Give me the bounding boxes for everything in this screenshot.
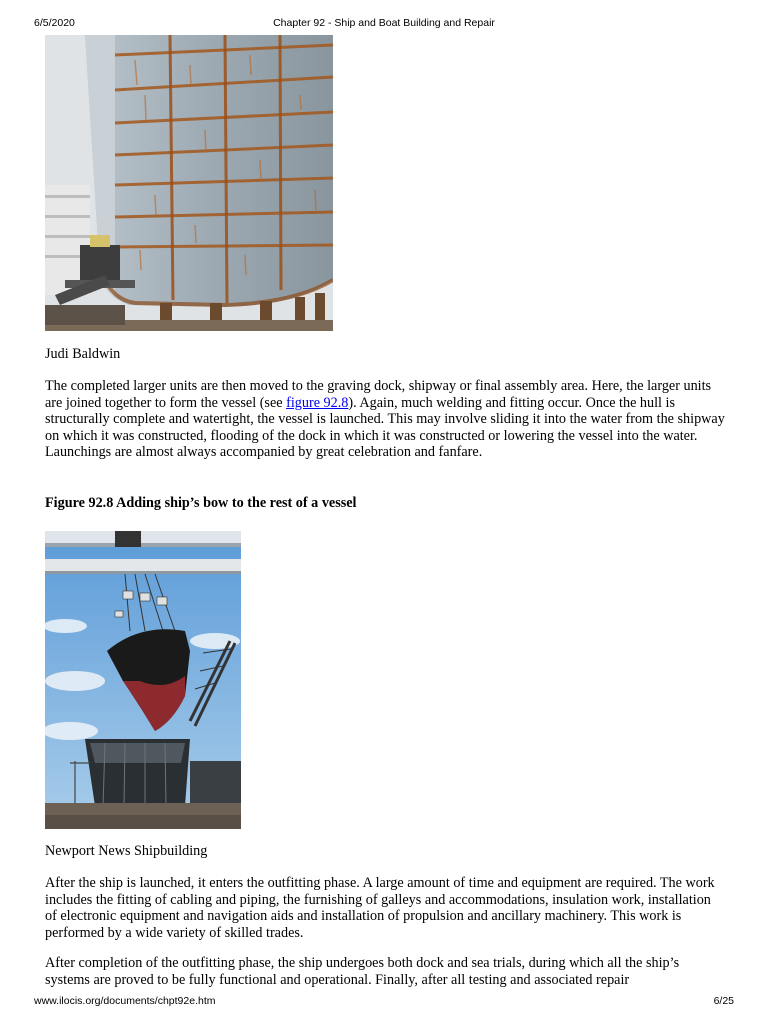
figure-1-caption: Judi Baldwin [45, 346, 121, 362]
hull-block-photo [45, 35, 333, 331]
paragraph-1-text-a: The completed larger units are then moved to the graving dock, shipway or final assembly area. Here, the larger units are joined together to form the vessel (see [45, 378, 712, 411]
print-date: 6/5/2020 [34, 17, 75, 29]
paragraph-outfitting: After the ship is launched, it enters the outfitting phase. A large amount of time and equipment are required. The work includes the fitting of cabling and piping, the furnishing of galleys and accommodations, insulation work, installation of electronic equipment and navigation aids and installation of propulsion and ancillary machinery. This work is performed by a wide variety of skilled trades. [45, 875, 715, 941]
print-page-title: Chapter 92 - Ship and Boat Building and Repair [273, 17, 495, 29]
ship-bow-lift-photo [45, 531, 241, 829]
figure-92-8-link[interactable]: figure 92.8 [286, 394, 349, 411]
figure-2-caption: Newport News Shipbuilding [45, 843, 208, 859]
print-source-url: www.ilocis.org/documents/chpt92e.htm [34, 995, 216, 1007]
print-page-number: 6/25 [713, 995, 734, 1007]
paragraph-trials: After completion of the outfitting phase, the ship undergoes both dock and sea trials, during which all the ship’s systems are proved to be fully functional and operational. Finally, after all testing and associated repair [45, 955, 680, 988]
figure-92-8-title: Figure 92.8 Adding ship’s bow to the rest of a vessel [45, 495, 357, 511]
paragraph-graving-dock [45, 378, 725, 461]
paragraph-1-text-b: ). Again, much welding and fitting occur. Once the hull is structurally complete and watertight, the vessel is launched. This may involve sliding it into the water from the shipway on which it was constructed, flooding of the dock in which it was constructed or lowering the vessel into the water. Launchings are almost always accompanied by great celebration and fanfare. [45, 394, 725, 461]
